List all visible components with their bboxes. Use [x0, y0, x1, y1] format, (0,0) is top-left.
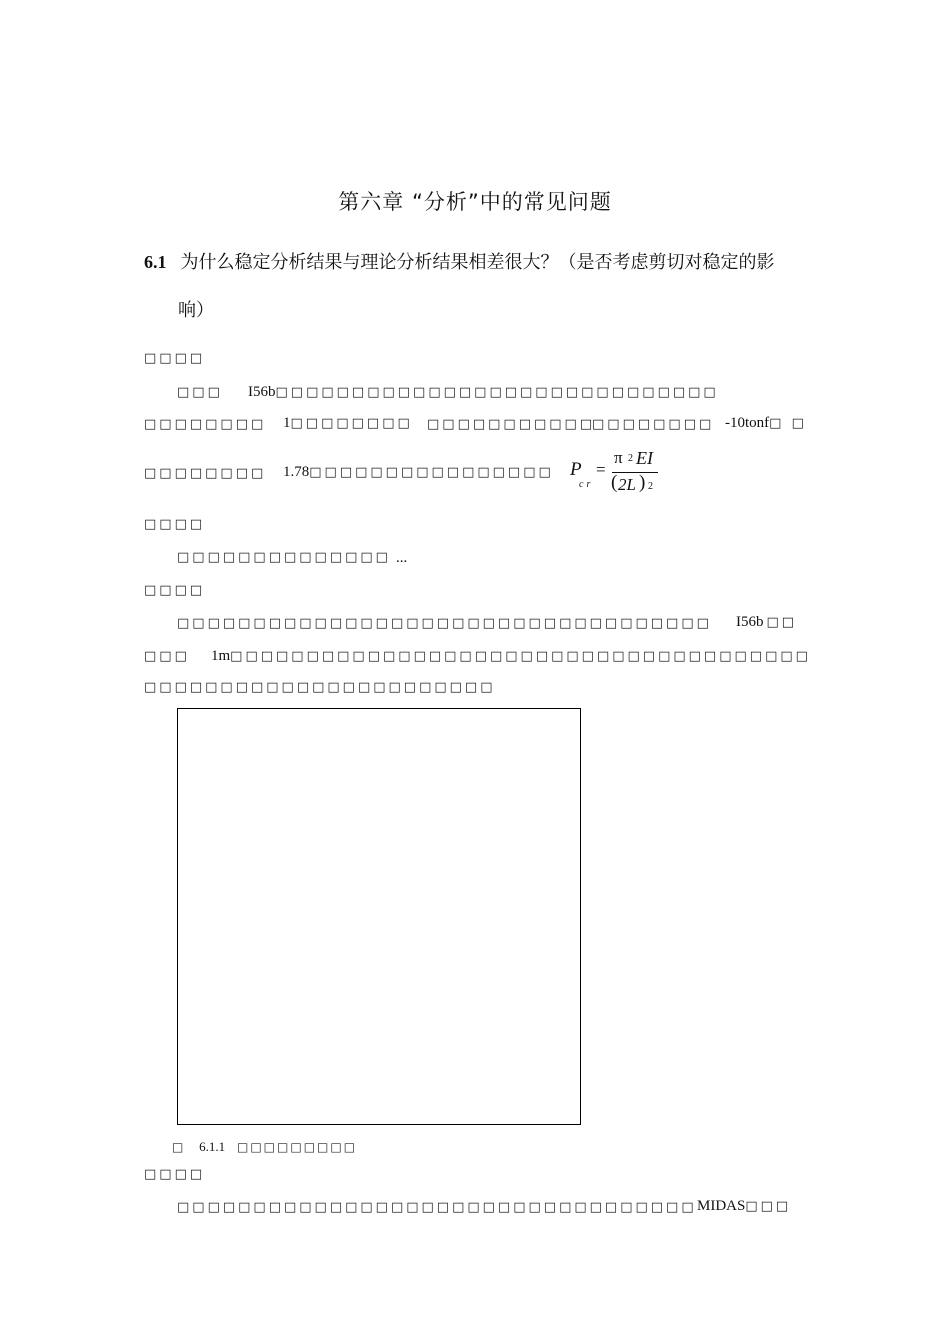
- formula-pi: π: [614, 448, 623, 467]
- formula-fraction-bar: [612, 472, 658, 473]
- para3-l2b: 1m: [211, 648, 231, 664]
- para3-l2a: □□□: [144, 649, 190, 664]
- euler-formula: [570, 448, 670, 500]
- para2-label: □□□□: [144, 517, 206, 532]
- formula-square: 2: [648, 481, 653, 492]
- section-title-line1: 为什么稳定分析结果与理论分析结果相差很大？（是否考虑剪切对稳定的影: [180, 252, 775, 273]
- figure-frame: [177, 708, 581, 1125]
- para3-l1a: □□□□□□□□□□□□□□□□□□□□□□□□□□□□□□□□□□□: [177, 616, 712, 631]
- para2-text: □□□□□□□□□□□□□□: [177, 550, 391, 565]
- formula-2l: 2L: [618, 475, 636, 494]
- para4-l1a: □□□□□□□□□□□□□□□□□□□□□□□□□□□□□□□□□□: [177, 1200, 697, 1215]
- para1-label: □□□□: [144, 351, 206, 366]
- para3-line2: [144, 648, 811, 665]
- para1-l2b-num: 1: [283, 415, 291, 431]
- formula-sub: cr: [579, 479, 594, 490]
- para1-l2e: □□□□□□□□: [592, 417, 715, 432]
- formula-sup2: 2: [628, 453, 633, 464]
- para4-label: □□□□: [144, 1167, 206, 1182]
- caption-number: 6.1.1: [199, 1139, 226, 1154]
- para1-l2f-val: -10tonf: [725, 415, 770, 431]
- chapter-title: 第六章 “分析”中的常见问题: [338, 190, 612, 214]
- para1-l2f: [725, 415, 807, 432]
- para1-l2a: □□□□□□□□: [144, 417, 267, 432]
- formula-lparen: (: [611, 472, 618, 493]
- para1-l2d: □□□□□□□□□□□: [427, 417, 596, 432]
- para3-l1b-code: I56b: [736, 614, 764, 630]
- para1-line1: [177, 384, 719, 401]
- para3-l2c: □□□□□□□□□□□□□□□□□□□□□□□□□□□□□□□□□□□□□□: [230, 649, 811, 664]
- para4-l1b-brand: MIDAS: [697, 1198, 746, 1214]
- para4-l1c: □□□: [745, 1199, 792, 1214]
- caption-text: □□□□□□□□□: [237, 1140, 358, 1154]
- formula-p: P: [570, 459, 582, 480]
- para1-l3b: [283, 464, 554, 481]
- para1-l1b: I56b: [248, 384, 276, 400]
- formula-ei: EI: [636, 448, 653, 468]
- para2-dots: ...: [396, 550, 408, 566]
- section-heading: [144, 248, 775, 274]
- para1-l1c: □□□□□□□□□□□□□□□□□□□□□□□□□□□□□: [275, 385, 719, 400]
- para1-l2g: □ □: [769, 416, 807, 431]
- para1-l1a: □□□: [177, 385, 223, 400]
- para3-l3: □□□□□□□□□□□□□□□□□□□□□□□: [144, 680, 496, 695]
- figure-caption: [172, 1139, 357, 1155]
- para3-l1c: □□: [766, 615, 798, 630]
- para4-l1b: [697, 1198, 791, 1215]
- para3-label: □□□□: [144, 583, 206, 598]
- section-title-line2: 响）: [178, 300, 214, 321]
- formula-rparen: ): [639, 472, 646, 493]
- para1-l2b: [283, 415, 413, 432]
- caption-prefix: □: [172, 1140, 186, 1154]
- formula-eq: =: [596, 460, 606, 479]
- section-number: 6.1: [144, 252, 167, 272]
- para1-l2c: □□□□□□□□: [290, 416, 413, 431]
- para1-l3a: □□□□□□□□: [144, 466, 267, 481]
- para3-l1b: [736, 614, 797, 631]
- para1-l3b-num: 1.78: [283, 464, 310, 480]
- para1-l3c: □□□□□□□□□□□□□□□□: [309, 465, 554, 480]
